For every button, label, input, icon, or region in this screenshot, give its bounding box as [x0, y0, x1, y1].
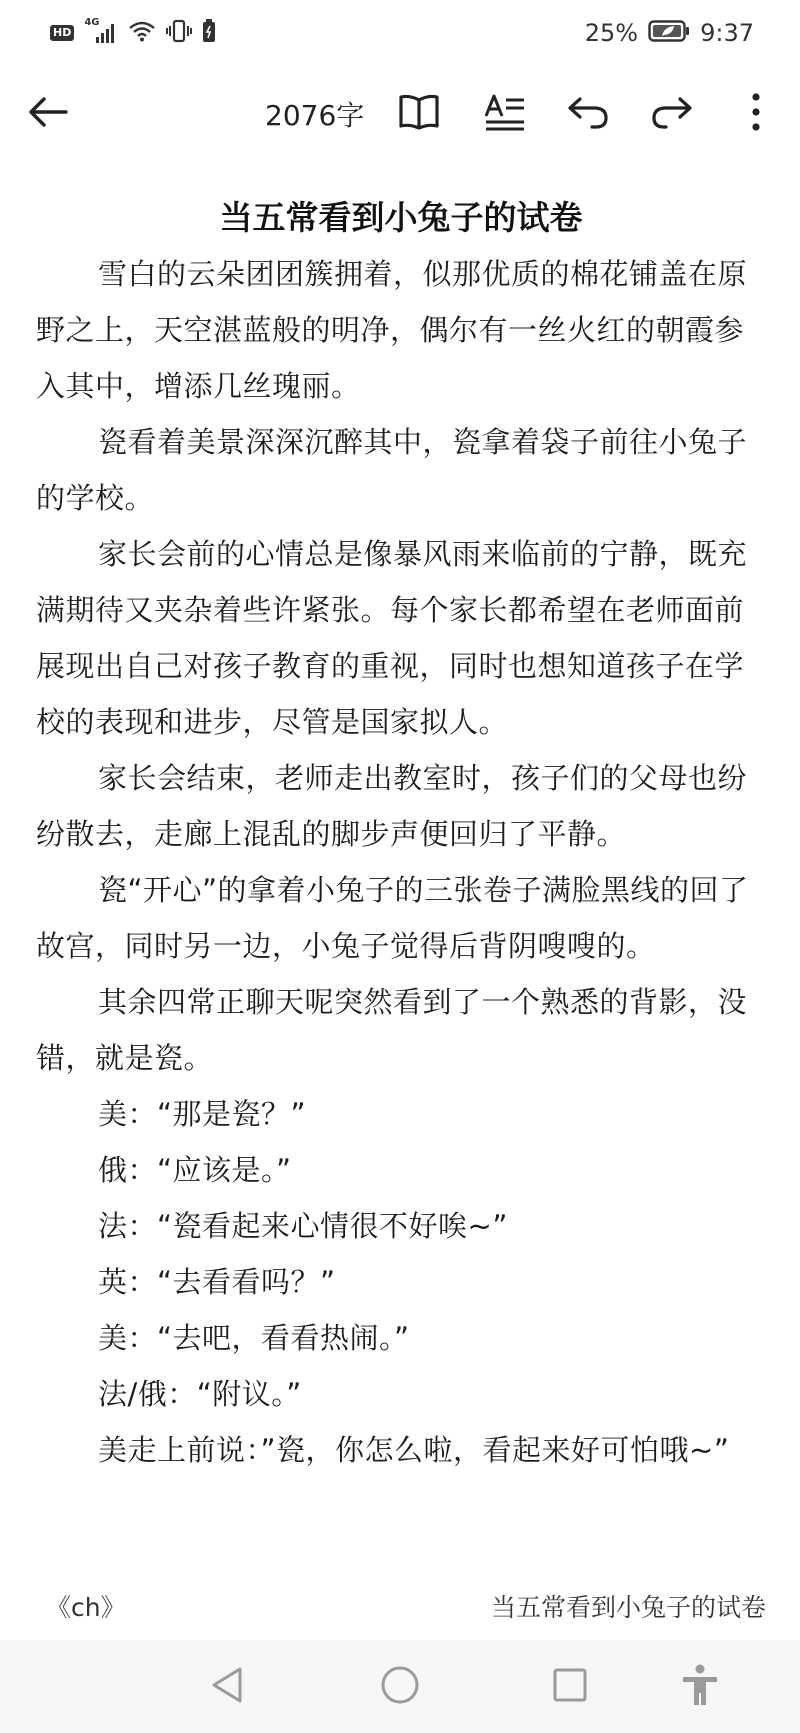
clock: 9:37 [700, 19, 754, 47]
back-arrow-icon [26, 95, 70, 133]
undo-button[interactable] [562, 88, 614, 140]
signal-label: 4G [84, 17, 100, 28]
undo-icon [566, 93, 610, 135]
paragraph: 英：“去看看吗？” [98, 1265, 336, 1299]
status-right [585, 19, 754, 47]
paragraph: 瓷“开心”的拿着小兔子的三张卷子满脸黑线的回了故宫，同时另一边，小兔子觉得后背阴嗖嗖的。 [36, 873, 749, 963]
circle-home-icon [380, 1665, 420, 1709]
article-body[interactable] [36, 246, 766, 1478]
battery-icon [648, 19, 690, 47]
hd-badge: HD [50, 25, 74, 41]
accessibility-icon [680, 1663, 720, 1711]
accessibility-button[interactable] [672, 1659, 728, 1715]
paragraph: 家长会前的心情总是像暴风雨来临前的宁静，既充满期待又夹杂着些许紧张。每个家长都希望在老师面前展现出自己对孩子教育的重视，同时也想知道孩子在学校的表现和进步，尽管是国家拟人。 [36, 537, 748, 739]
more-vertical-icon [750, 92, 762, 136]
text-format-icon [482, 92, 526, 136]
paragraph: 美：“去吧，看看热闹。” [98, 1321, 410, 1355]
paragraph: 美走上前说：”瓷，你怎么啦，看起来好可怕哦~” [98, 1433, 730, 1467]
editor-toolbar [0, 76, 800, 152]
redo-icon [650, 93, 694, 135]
reading-mode-button[interactable] [393, 88, 445, 140]
paragraph: 其余四常正聊天呢突然看到了一个熟悉的背影，没错，就是瓷。 [36, 985, 748, 1075]
text-format-button[interactable] [478, 88, 530, 140]
battery-percent: 25% [584, 19, 639, 47]
book-name: 《ch》 [46, 1593, 126, 1622]
reader-footer [46, 1586, 766, 1626]
paragraph: 雪白的云朵团团簇拥着，似那优质的棉花铺盖在原野之上，天空湛蓝般的明净，偶尔有一丝火红的朝霞参入其中，增添几丝瑰丽。 [36, 257, 748, 403]
nav-back-button[interactable] [200, 1659, 256, 1715]
paragraph: 瓷看着美景深深沉醉其中，瓷拿着袋子前往小兔子的学校。 [36, 425, 748, 515]
triangle-back-icon [208, 1665, 248, 1709]
paragraph: 俄：“应该是。” [98, 1153, 292, 1187]
nav-home-button[interactable] [372, 1659, 428, 1715]
paragraph: 法/俄：“附议。” [98, 1377, 302, 1411]
chapter-name: 当五常看到小兔子的试卷 [490, 1593, 766, 1622]
status-left [50, 19, 216, 47]
nav-recents-button[interactable] [542, 1659, 598, 1715]
paragraph: 法：“瓷看起来心情很不好唉~” [98, 1209, 508, 1243]
redo-button[interactable] [646, 88, 698, 140]
system-nav-bar [0, 1640, 800, 1733]
more-options-button[interactable] [730, 88, 782, 140]
article[interactable] [36, 190, 766, 1478]
square-recents-icon [550, 1665, 590, 1709]
paragraph: 美：“那是瓷？” [98, 1097, 307, 1131]
word-count: 2076字 [265, 99, 365, 132]
back-button[interactable] [22, 88, 74, 140]
status-bar [0, 0, 800, 66]
signal-icon [84, 17, 118, 45]
paragraph: 家长会结束，老师走出教室时，孩子们的父母也纷纷散去，走廊上混乱的脚步声便回归了平静。 [36, 761, 748, 851]
article-title: 当五常看到小兔子的试卷 [219, 198, 583, 237]
battery-small-icon [202, 19, 216, 47]
wifi-icon [128, 20, 156, 46]
vibrate-icon [166, 19, 192, 47]
book-icon [397, 92, 441, 136]
